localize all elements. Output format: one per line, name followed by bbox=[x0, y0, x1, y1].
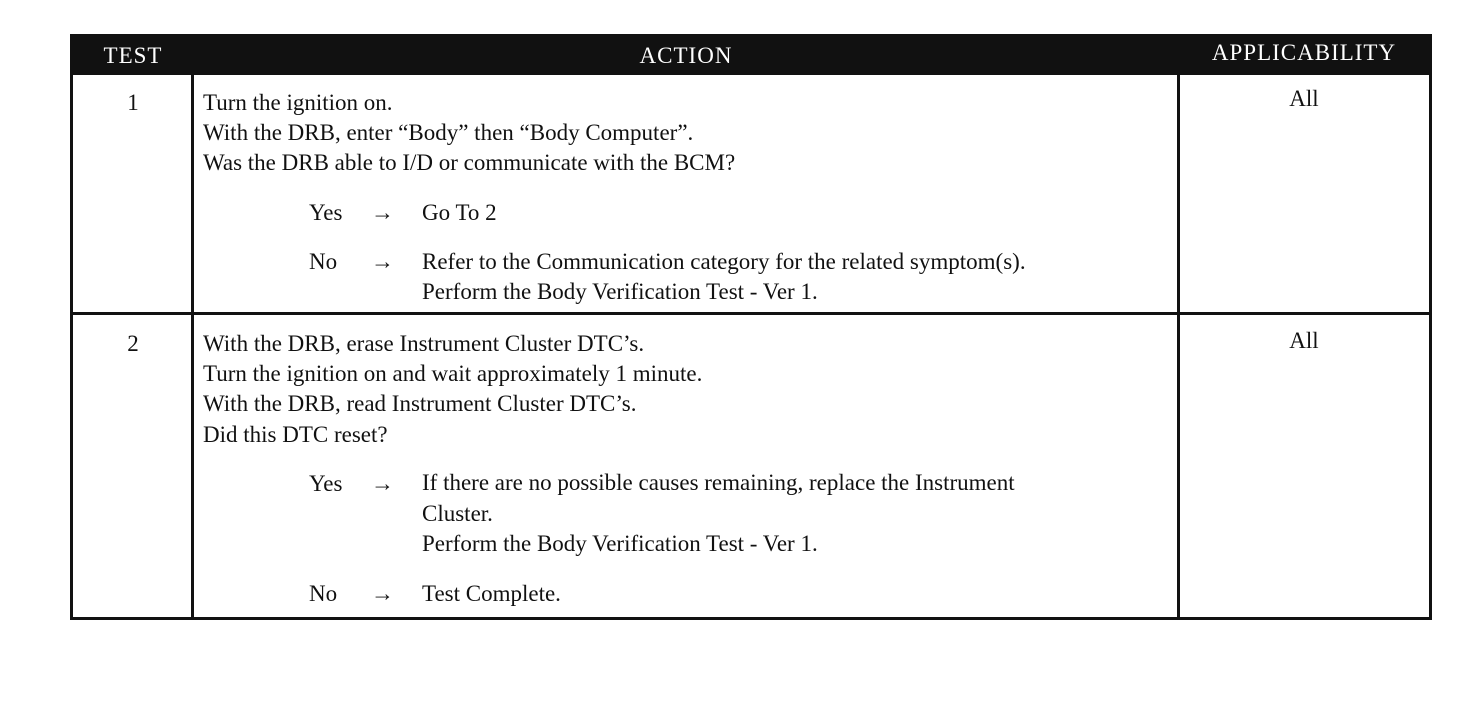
table-header bbox=[73, 37, 1429, 75]
row-2-yes-label: Yes bbox=[309, 471, 343, 496]
row-2-step-3: With the DRB, read Instrument Cluster DTC’s. bbox=[203, 391, 637, 416]
row-1-no-text-1: Refer to the Communication category for the related symptom(s). bbox=[422, 249, 1026, 274]
row-1-applicability: All bbox=[1289, 86, 1319, 111]
diagnostic-test-table bbox=[70, 34, 1432, 620]
row-2-yes-text-1: If there are no possible causes remaining, replace the Instrument bbox=[422, 470, 1015, 495]
header-action: ACTION bbox=[639, 43, 733, 68]
row-2-no-text: Test Complete. bbox=[422, 581, 561, 606]
row-2-step-1: With the DRB, erase Instrument Cluster DTC’s. bbox=[203, 331, 645, 356]
row-1-step-3: Was the DRB able to I/D or communicate with the BCM? bbox=[203, 150, 736, 175]
row-1-no-arrow-icon: → bbox=[371, 249, 394, 274]
header-test: TEST bbox=[103, 43, 163, 68]
row-1-yes-arrow-icon: → bbox=[371, 200, 394, 225]
row-2-yes-arrow-icon: → bbox=[371, 471, 394, 496]
header-applicability: APPLICABILITY bbox=[1211, 40, 1397, 65]
row-1-test-number: 1 bbox=[127, 90, 139, 115]
row-1-no-text-2: Perform the Body Verification Test - Ver 1. bbox=[422, 279, 818, 304]
row-1-step-2: With the DRB, enter “Body” then “Body Computer”. bbox=[203, 120, 694, 145]
row-2-no-arrow-icon: → bbox=[371, 581, 394, 606]
row-1-step-1: Turn the ignition on. bbox=[203, 90, 393, 115]
row-2-no-label: No bbox=[309, 581, 338, 606]
row-2-yes-text-3: Perform the Body Verification Test - Ver 1. bbox=[422, 531, 818, 556]
row-2-applicability: All bbox=[1289, 328, 1319, 353]
row-2-step-4: Did this DTC reset? bbox=[203, 422, 388, 447]
row-2-step-2: Turn the ignition on and wait approximately 1 minute. bbox=[203, 361, 703, 386]
row-divider bbox=[73, 312, 1429, 315]
row-1-yes-label: Yes bbox=[309, 200, 343, 225]
row-2-yes-text-2: Cluster. bbox=[422, 501, 493, 526]
row-2-test-number: 2 bbox=[127, 331, 139, 356]
row-1-no-label: No bbox=[309, 249, 338, 274]
row-1-yes-text: Go To 2 bbox=[422, 200, 497, 225]
